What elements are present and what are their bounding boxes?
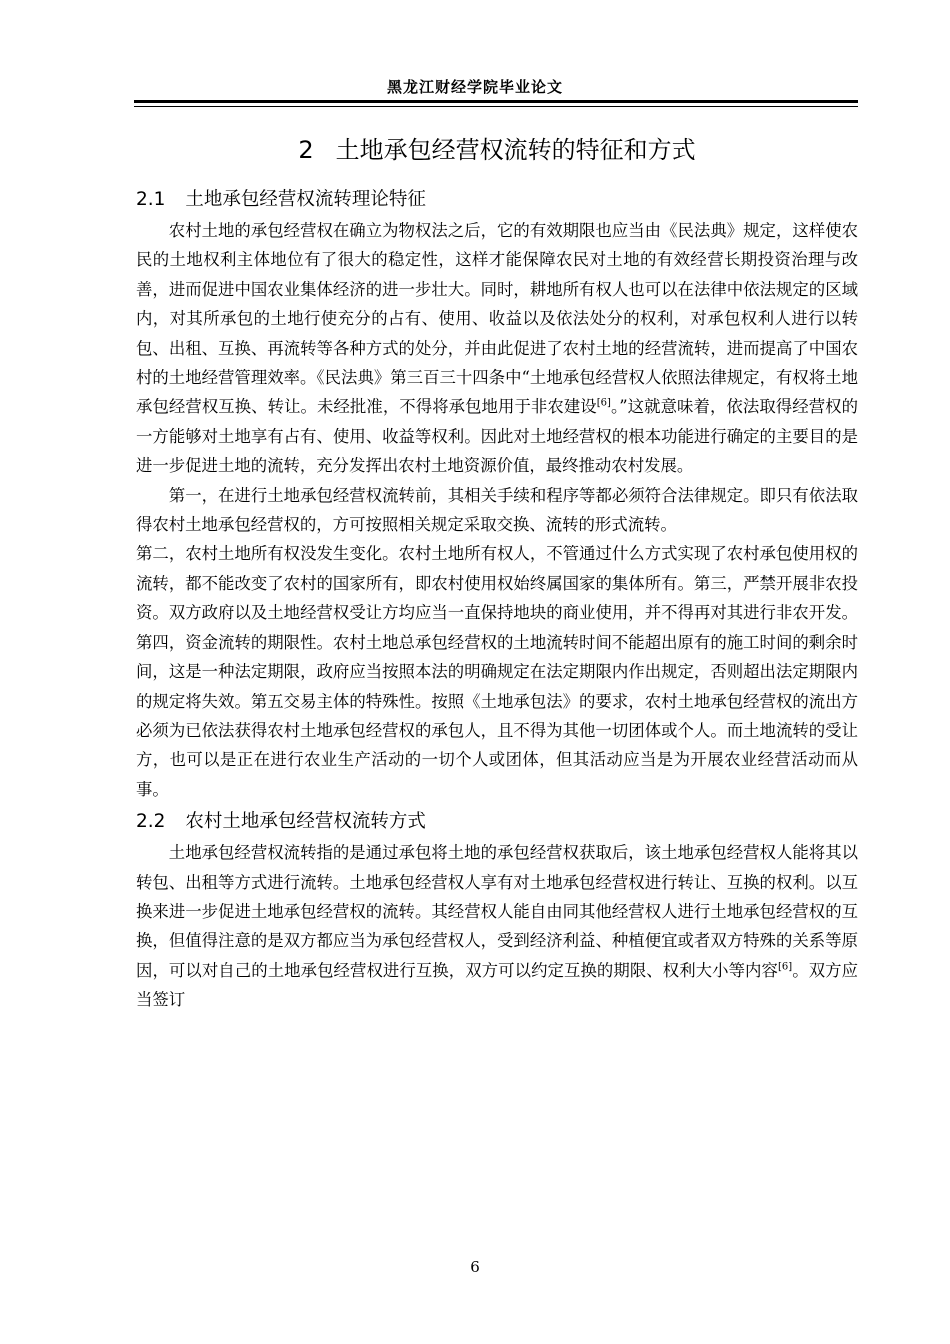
paragraph-2-1-1 (136, 216, 858, 481)
section-title: 农村土地承包经营权流转方式 (185, 811, 426, 833)
paragraph-2-1-3: 第二，农村土地所有权没发生变化。农村土地所有权人，不管通过什么方式实现了农村承包使用权的流转，都不能改变了农村的国家所有，即农村使用权始终属国家的集体所有。第三，严禁开展非农投资。双方政府以及土地经营权受让方均应当一直保持地块的商业使用，并不得再对其进行非农开发。第四，资金流转的期限性。农村土地总承包经营权的土地流转时间不能超出原有的施工时间的剩余时间，这是一种法定期限，政府应当按照本法的明确规定在法定期限内作出规定，否则超出法定期限内的规定将失效。第五交易主体的特殊性。按照《土地承包法》的要求，农村土地承包经营权的流出方必须为已依法获得农村土地承包经营权的承包人，且不得为其他一切团体或个人。而土地流转的受让方，也可以是正在进行农业生产活动的一切个人或团体，但其活动应当是为开展农业经营活动而从事。 (136, 544, 858, 799)
section-title: 土地承包经营权流转理论特征 (185, 189, 426, 210)
citation-ref: [6] (596, 397, 611, 409)
page-number: 6 (470, 1258, 480, 1276)
running-header: 黑龙江财经学院毕业论文 (386, 78, 563, 96)
paragraph-text: 农村土地的承包经营权在确立为物权法之后，它的有效期限也应当由《民法典》规定，这样使农民的土地权利主体地位有了很大的稳定性，这样才能保障农民对土地的有效经营长期投资治理与改善，进而促进中国农业集体经济的进一步壮大。同时，耕地所有权人也可以在法律中依法规定的区域内，对其所承包的土地行使充分的占有、使用、收益以及依法处分的权利，对承包权利人进行以转包、出租、互换、再流转等各种方式的处分，并由此促进了农村土地的经营流转，进而提高了中国农村的土地经营管理效率。《民法典》第三百三十四条中“土地承包经营权人依照法律规定，有权将土地承包经营权互换、转让。未经批准，不得将承包地用于非农建设 (136, 221, 858, 417)
header-rule-thick (134, 100, 858, 103)
paragraph-2-1-2: 第一，在进行土地承包经营权流转前，其相关手续和程序等都必须符合法律规定。即只有依法取得农村土地承包经营权的，方可按照相关规定采取交换、流转的形式流转。 (136, 485, 858, 535)
section-heading-2-2 (136, 806, 858, 838)
page-body (136, 130, 858, 1015)
section-number: 2.2 (136, 811, 166, 833)
paragraph-2-2-1 (136, 838, 858, 1014)
citation-ref: [6] (777, 961, 793, 973)
paragraph-text: 土地承包经营权流转指的是通过承包将土地的承包经营权获取后，该土地承包经营权人能将其以转包、出租等方式进行流转。土地承包经营权人享有对土地承包经营权进行转让、互换的权利。以互换来进一步促进土地承包经营权的流转。其经营权人能自由同其他经营权人进行土地承包经营权的互换，但值得注意的是双方都应当为承包经营权人，受到经济利益、种植便宜或者双方特殊的关系等原因，可以对自己的土地承包经营权进行互换，双方可以约定互换的期限、权利大小等内容 (136, 843, 858, 980)
chapter-heading (136, 130, 858, 170)
paragraph-text: 。”这就意味着，依法取得经营权的一方能够对土地享有占有、使用、收益等权利。因此对土地经营权的根本功能进行确定的主要目的是进一步促进土地的流转，充分发挥出农村土地资源价值，最终推动农村发展。 (136, 397, 858, 476)
chapter-number: 2 (298, 136, 314, 164)
header-rule-thin (134, 106, 858, 107)
chapter-title: 土地承包经营权流转的特征和方式 (335, 136, 696, 164)
section-number: 2.1 (136, 189, 166, 210)
section-heading-2-1 (136, 184, 858, 216)
paragraph-text: 。双方应当签订 (136, 960, 859, 1010)
